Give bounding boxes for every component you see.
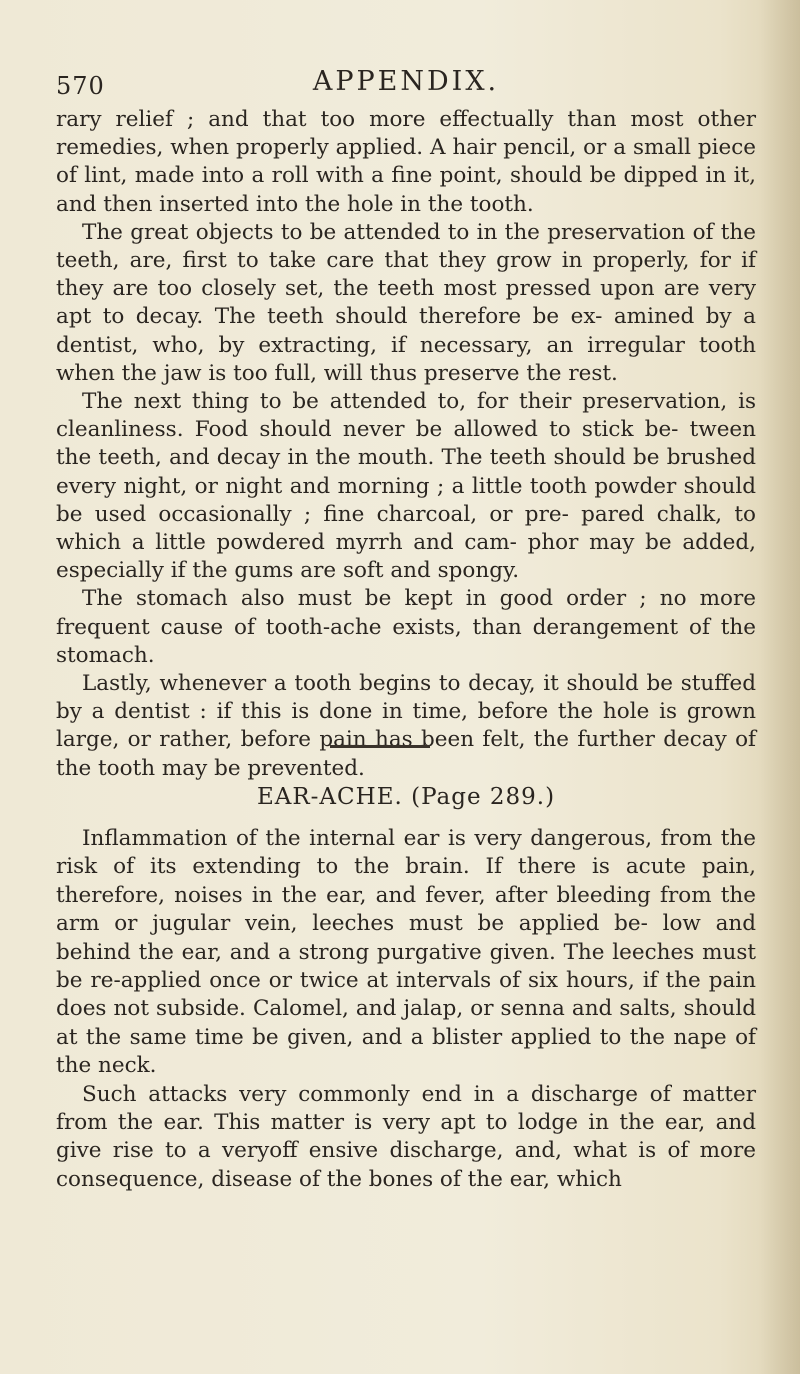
running-head: APPENDIX. (312, 66, 500, 97)
paragraph: The stomach also must be kept in good order ; no more frequent cause of tooth-ache exists, than derangement of the stomach. (56, 586, 756, 668)
paragraph: The next thing to be attended to, for their preservation, is cleanliness. Food should never be allowed to stick be- tween the teeth, and decay in the mouth. The teeth should be brushed every night, or night and morning ; a little tooth powder should be used occasionally ; fine charcoal, or pre- pared chalk, to which a little powdered myrrh and cam- phor may be added, especially if the gums are soft and spongy. (56, 389, 756, 584)
paragraph: Such attacks very commonly end in a discharge of matter from the ear. This matter is very apt to lodge in the ear, and give rise to a veryoff ensive discharge, and, what is of more consequence, disease of the bones of the ear, which (56, 1081, 756, 1192)
page-header (56, 64, 756, 104)
paragraph: The great objects to be attended to in the preservation of the teeth, are, first to take care that they grow in properly, for if they are too closely set, the teeth most pressed upon are very apt to decay. The teeth should therefore be ex- amined by a dentist, who, by extracting, if necessary, an irregular tooth when the jaw is too full, will thus preserve the rest. (56, 219, 756, 386)
paragraph: rary relief ; and that too more effectually than most other remedies, when properly applied. A hair pencil, or a small piece of lint, made into a roll with a fine point, should be dipped in it, and then inserted into the hole in the tooth. (56, 107, 756, 217)
page-edge-shadow (760, 0, 800, 1374)
earache-section (56, 825, 756, 1194)
section-title: EAR-ACHE. (Page 289.) (256, 784, 556, 810)
page-number: 570 (56, 72, 105, 100)
toothache-section (56, 106, 756, 783)
paragraph: Inflammation of the internal ear is very dangerous, from the risk of its extending to the brain. If there is acute pain, therefore, noises in the ear, and fever, after bleeding from the arm or jugular vein, leeches must be applied be- low and behind the ear, and a strong purgative given. The leeches must be re-applied once or twice at intervals of six hours, if the pain does not subside. Calomel, and jalap, or senna and salts, should at the same time be given, and a blister applied to the nape of the neck. (56, 826, 756, 1079)
section-divider (330, 745, 430, 748)
paragraph: Lastly, whenever a tooth begins to decay, it should be stuffed by a dentist : if this is done in time, before the hole is grown large, or rather, before pain has been felt, the further decay of the tooth may be prevented. (56, 671, 756, 781)
